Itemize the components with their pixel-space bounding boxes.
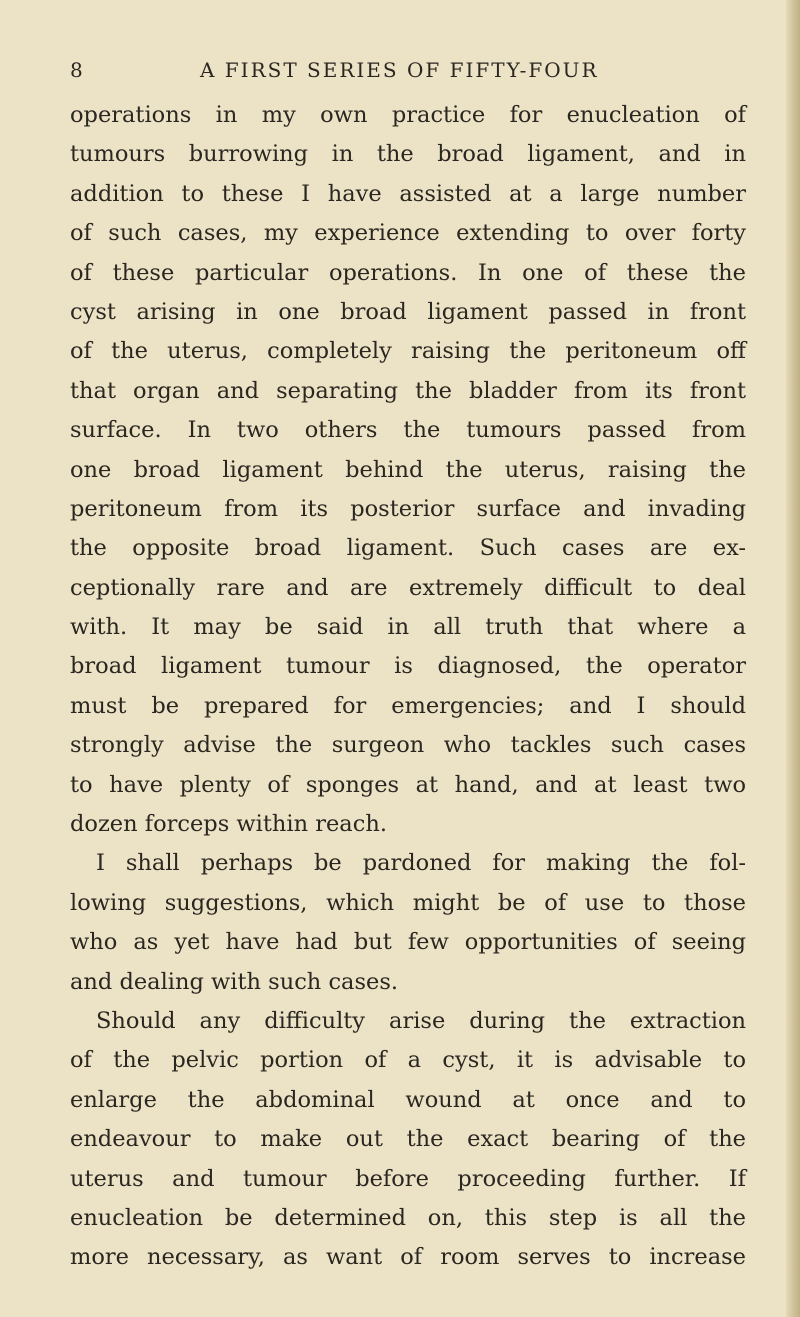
text-line: uterus and tumour before proceeding further. If bbox=[70, 1165, 746, 1192]
text-line: ceptionally rare and are extremely difficult to deal bbox=[70, 574, 746, 601]
text-line: of such cases, my experience extending to over forty bbox=[70, 220, 746, 247]
text-line: of the pelvic portion of a cyst, it is advisable to bbox=[70, 1047, 746, 1074]
text-line: strongly advise the surgeon who tackles such cases bbox=[70, 732, 746, 759]
text-line: addition to these I have assisted at a large number bbox=[70, 180, 746, 207]
text-line: one broad ligament behind the uterus, raising the bbox=[70, 456, 746, 483]
text-line: surface. In two others the tumours passed from bbox=[70, 417, 746, 444]
text-line: who as yet have had but few opportunities of seeing bbox=[70, 929, 746, 956]
text-line: tumours burrowing in the broad ligament, and in bbox=[70, 141, 746, 168]
text-line: more necessary, as want of room serves to increase bbox=[70, 1244, 746, 1271]
text-line: that organ and separating the bladder from its front bbox=[70, 377, 746, 404]
text-line: of the uterus, completely raising the peritoneum off bbox=[70, 338, 746, 365]
running-head-title: A FIRST SERIES OF FIFTY-FOUR bbox=[200, 58, 599, 82]
text-line: must be prepared for emergencies; and I should bbox=[70, 692, 746, 719]
text-line: cyst arising in one broad ligament passed in front bbox=[70, 298, 746, 325]
text-line: the opposite broad ligament. Such cases are ex- bbox=[70, 535, 746, 562]
text-line: to have plenty of sponges at hand, and at least two bbox=[70, 771, 746, 798]
text-line: endeavour to make out the exact bearing of the bbox=[70, 1126, 746, 1153]
text-line: with. It may be said in all truth that where a bbox=[70, 614, 746, 641]
paragraph-start-line: I shall perhaps be pardoned for making the fol- bbox=[96, 850, 746, 877]
paragraph-end-line: and dealing with such cases. bbox=[70, 968, 399, 995]
paragraph-start-line: Should any difficulty arise during the extraction bbox=[96, 1007, 746, 1034]
text-line: enucleation be determined on, this step is all the bbox=[70, 1204, 746, 1231]
text-line: enlarge the abdominal wound at once and to bbox=[70, 1086, 746, 1113]
text-line: peritoneum from its posterior surface and invading bbox=[70, 495, 746, 522]
page-number: 8 bbox=[70, 58, 84, 82]
page-edge bbox=[786, 0, 800, 1317]
paragraph-end-line: dozen forceps within reach. bbox=[70, 811, 387, 838]
running-header bbox=[70, 58, 750, 88]
text-line: broad ligament tumour is diagnosed, the operator bbox=[70, 653, 746, 680]
body-text bbox=[70, 96, 746, 1278]
text-line: operations in my own practice for enucleation of bbox=[70, 102, 746, 128]
text-line: of these particular operations. In one of these the bbox=[70, 259, 746, 286]
text-line: lowing suggestions, which might be of use to those bbox=[70, 889, 746, 916]
